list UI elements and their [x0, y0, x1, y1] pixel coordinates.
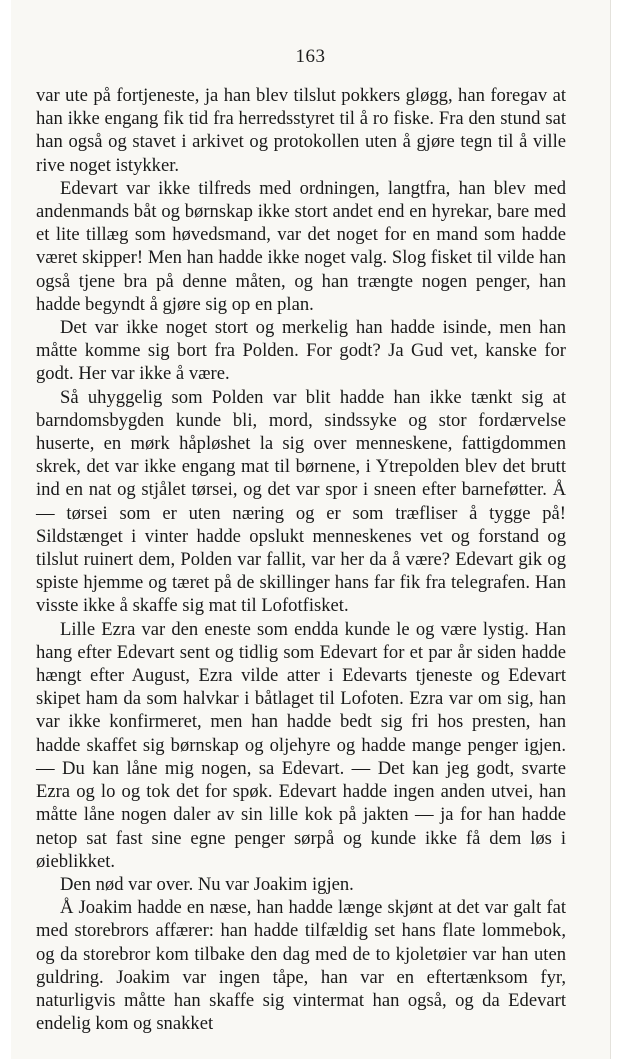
paragraph-3: Det var ikke noget stort og merkelig han hadde isinde, men han måtte komme sig bort fra Polden. For godt? Ja Gud vet, kanske for godt. Her var ikke å være.	[36, 317, 566, 385]
book-page	[11, 0, 611, 1059]
paragraph-1: var ute på fortjeneste, ja han blev tilslut pokkers gløgg, han foregav at han ikke engang fik tid fra herredsstyret til å ro fiske. Fra den stund sat han også og stavet i arkivet og protokollen uten å gjøre tegn til å ville rive noget istykker.	[36, 85, 566, 176]
paragraph-5: Lille Ezra var den eneste som endda kunde le og være lystig. Han hang efter Edevart sent og tidlig som Edevart for et par år siden hadde hængt efter August, Ezra vilde atter i Edevarts tjeneste og Edevart skipet ham da som halvkar i båtlaget til Lofoten. Ezra var om sig, han var ikke konfirmeret, men han hadde bedt sig fri hos presten, han hadde skaffet sig børnskap og oljehyre og hadde mange penger igjen. — Du kan låne mig nogen, sa Edevart. — Det kan jeg godt, svarte Ezra og lo og tok det for spøk. Edevart hadde ingen anden utvei, han måtte låne nogen daler av sin lille kok på jakten — ja for han hadde netop sat fast sine egne penger sørpå og kunde ikke få dem løs i øieblikket.	[36, 618, 566, 872]
page-number: 163	[295, 46, 326, 67]
paragraph-7: Å Joakim hadde en næse, han hadde længe skjønt at det var galt fat med storebrors affærer: han hadde tilfældig set hans flate lommebok, og da storebror kom tilbake den dag med de to kjoletøier var han uten guldring. Joakim var ingen tåpe, han var en eftertænksom fyr, naturligvis måtte han skaffe sig vintermat han også, og da Edevart endelig kom og snakket	[36, 897, 566, 1035]
body-text	[36, 84, 566, 1035]
paragraph-6: Den nød var over. Nu var Joakim igjen.	[60, 873, 354, 895]
paragraph-2: Edevart var ikke tilfreds med ordningen, langtfra, han blev med andenmands båt og børnskap ikke stort andet end en hyrekar, bare med et lite tillæg som høvedsmand, var det noget for en mand som hadde været skipper! Men han hadde ikke noget valg. Slog fisket til vilde han også tjene bra på denne måten, og han trængte nogen penger, han hadde begyndt å gjøre sig op en plan.	[36, 177, 566, 315]
paragraph-4: Så uhyggelig som Polden var blit hadde han ikke tænkt sig at barndomsbygden kunde bli, mord, sindssyke og stor fordærvelse huserte, en mørk håpløshet la sig over menneskene, fattigdommen skrek, det var ikke engang mat til børnene, i Ytrepolden blev det brutt ind en nat og stjålet tørsei, og det var spor i sneen efter barneføtter. Å — tørsei som er uten næring og er som træfliser å tygge på! Sildstænget i vinter hadde opslukt menneskenes vet og forstand og tilslut ruinert dem, Polden var fallit, var her da å være? Edevart gik og spiste hjemme og tæret på de skillinger hans far fik fra telegrafen. Han visste ikke å skaffe sig mat til Lofotfisket.	[36, 386, 566, 617]
